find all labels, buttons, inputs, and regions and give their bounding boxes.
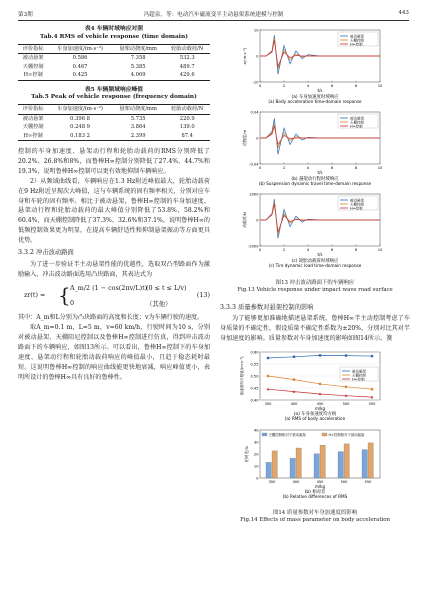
table-cell: 5.735 [130, 115, 146, 122]
x-tick-label: 8 [354, 248, 358, 252]
equation-brace: { [58, 283, 71, 308]
bar [266, 462, 271, 478]
y-tick-label: 10 [253, 464, 259, 469]
subfigure-caption-en: (c) Tire dynamic load time-domain response [268, 263, 362, 268]
x-tick-label: 8 [354, 84, 358, 88]
table5-title-cn: 表5 车辆频域响应峰值 [84, 86, 144, 93]
table4-title-en: Tab.4 RMS of vehicle response (time domain) [40, 33, 188, 40]
legend-label: 被动悬架 [350, 198, 364, 203]
data-point [293, 378, 296, 381]
table-row [18, 63, 210, 72]
table-cell: 5.385 [130, 63, 146, 70]
y-tick-label: -0.04 [249, 162, 259, 167]
table4 [18, 44, 210, 81]
x-axis-label: t/s [317, 170, 323, 175]
table-cell: 489.7 [179, 63, 195, 70]
y-tick-label: 10 [253, 28, 259, 33]
running-title: 冯超泉，等：电动汽车磁流变半主动悬架系统建模与控制 [143, 12, 284, 18]
y-axis-label: 加速度均方根值/(m·s⁻²) [240, 356, 244, 396]
subfigure-caption-en: (a) RMS of body acceleration [284, 415, 346, 421]
table-cell: 7.358 [130, 55, 146, 62]
x-tick-label: 500 [342, 401, 350, 406]
table5-header: 悬架动挠度/mm [112, 105, 165, 115]
table-cell: 3.864 [130, 124, 146, 131]
equation-lhs: zr(t) = [24, 291, 46, 300]
page-number: 443 [398, 10, 409, 16]
table-cell: 0.467 [72, 63, 88, 70]
bar [314, 454, 319, 478]
table-row [18, 114, 210, 123]
section-heading: 3.3.2 冲击波动路面 [18, 248, 74, 256]
x-tick-label: 4 [306, 84, 310, 88]
equation-case2: 0 [70, 299, 75, 308]
body-paragraph: 其中：A_m和L分别为凸块路面的高度和长度；v为车辆行驶的速度。 [18, 314, 204, 322]
table-cell: 0.396 8 [70, 115, 90, 122]
y-tick-label: 30 [253, 440, 259, 445]
table4-header: 评价指标 [18, 44, 48, 54]
body-paragraph: 2）从频域曲线看，车辆响应在1.3 Hz附近峰值最大，轮胎动载荷在9 Hz附近呈现次大峰值，这与车辆系统的固有频率相关，分别对应车身和车轮的固有频率。相比于被动悬架，鲁棒H∞控制的车身加速度、悬架动行程和轮胎动载荷的最大峰值分别降低了53.8%、58.2%和60.4%，而天棚控制降低了37.3%、32.6%和37.1%，说明鲁棒H∞的低频控制效果更为明显，在提高车辆舒适性和抑制悬架振动等方面更具优势。 [18, 177, 210, 244]
y-tick-label: 20 [253, 452, 259, 457]
equation-cond1: (0 ≤ t ≤ L/v) [146, 284, 187, 293]
x-tick-label: 550 [368, 401, 376, 406]
x-tick-label: 450 [316, 479, 324, 484]
x-tick-label: 0 [258, 166, 262, 170]
figure13-caption-en: Fig.13 Vehicle response under impact wave road surface [237, 287, 393, 294]
x-tick-label: 10 [377, 166, 383, 170]
legend-label: 天棚控制 [350, 38, 364, 43]
subfigure-caption-cn: (b) 悬架动行程时域响应 [291, 177, 339, 182]
table-cell: 0.248 9 [70, 124, 90, 131]
table-cell: 532.3 [179, 55, 195, 62]
bar [368, 443, 373, 478]
subfigure-caption-en: (b) Relative differences of RMS [282, 493, 348, 499]
x-tick-label: 350 [264, 401, 272, 406]
legend-label: H∞控制 [350, 42, 363, 47]
x-tick-label: 500 [340, 479, 348, 484]
y-tick-label: 40 [253, 428, 259, 433]
figure14-caption-cn: 图14 质量参数对车身加速度的影响 [272, 509, 358, 516]
y-tick-label: 0 [256, 136, 259, 141]
table-cell: 0.425 [48, 71, 112, 80]
legend-label: 天棚控制 [350, 202, 364, 207]
subfigure-caption-cn: (c) 轮胎动载荷时域响应 [291, 259, 339, 264]
figure-13 [220, 26, 410, 276]
y-axis-label: 动挠度/m [242, 129, 247, 147]
x-tick-label: 4 [306, 248, 310, 252]
table-row [18, 123, 210, 132]
data-point [319, 354, 321, 356]
figure14-caption-en: Fig.14 Effects of mass parameter on body acceleration [240, 517, 390, 524]
table-cell: 87.4 [164, 132, 210, 141]
subfigure-caption-cn: (a) 车身加速度均方根 [293, 411, 337, 417]
table-row [18, 132, 210, 141]
y-tick-label: 0.60 [250, 350, 259, 355]
x-tick-label: 550 [364, 479, 372, 484]
table-cell: 2.399 [112, 132, 165, 141]
x-tick-label: 0 [258, 248, 262, 252]
table4-header: 轮胎动载荷/N [164, 44, 210, 54]
table-row [18, 54, 210, 63]
table-row [18, 71, 210, 80]
x-tick-label: 6 [330, 248, 334, 252]
table-cell: 139.0 [179, 124, 195, 131]
subfigure-caption-cn: (a) 车身加速度时域响应 [291, 95, 339, 100]
y-tick-label: 0.40 [250, 398, 259, 403]
x-tick-label: 400 [290, 401, 298, 406]
bar [338, 452, 343, 478]
x-tick-label: 6 [330, 166, 334, 170]
body-paragraph: 取A_m=0.1 m，L=5 m，v=60 km/h，行驶时间为10 s，分别对被动悬架、天棚阻尼控制以及鲁棒H∞控制进行仿真，得到冲击波动路面下的车辆响应，如图13所示。可以看出，鲁棒H∞控制下的车身加速度、悬架动行程和轮胎动载荷响应的峰值最小，且趋于稳态耗时最短。这说明鲁棒H∞控制的响应曲线能更快地衰减，响应峰值更小，表明所设计的鲁棒H∞具有良好的鲁棒性。 [18, 324, 210, 381]
table-cell: 4.069 [112, 71, 165, 80]
x-tick-label: 2 [282, 84, 286, 88]
body-paragraph: 控制的车身加速度、悬架动行程和轮胎动载荷的RMS分别降低了20.2%、26.8%和8%，而鲁棒H∞控制分别降低了27.4%、44.7%和19.3%，说明鲁棒H∞控制可以更有效地抑制车辆响应。 [18, 148, 210, 175]
x-tick-label: 450 [316, 401, 324, 406]
y-tick-label: -2000 [248, 244, 259, 249]
bar [290, 458, 295, 478]
table-cell: 0.586 [72, 55, 88, 62]
right-column [220, 26, 410, 525]
table-cell: 被动悬架 [22, 55, 44, 62]
subfigure-caption-en: (a) Body acceleration time-domain response [268, 99, 362, 104]
y-tick-label: 0 [256, 54, 259, 59]
table-cell: 被动悬架 [22, 115, 44, 122]
y-tick-label: 0 [256, 476, 259, 481]
equation-cond2: （其他） [146, 300, 172, 309]
data-point [267, 375, 270, 378]
data-point [293, 356, 295, 358]
table-cell: 0.183 2 [48, 132, 112, 141]
x-tick-label: 10 [377, 248, 383, 252]
y-tick-label: 0.45 [250, 386, 259, 391]
y-tick-label: 0.55 [250, 362, 259, 367]
table5-header: 车身加速度/(m·s⁻²) [48, 105, 112, 115]
running-header [18, 8, 409, 21]
x-axis-label: t/s [317, 88, 323, 93]
x-tick-label: 8 [354, 166, 358, 170]
data-point [267, 357, 269, 359]
bar [296, 448, 301, 478]
x-tick-label: 4 [306, 166, 310, 170]
y-tick-label: -10 [252, 80, 259, 85]
y-axis-label: 动载荷/N [242, 212, 247, 228]
x-axis-label: t/s [317, 252, 323, 257]
x-tick-label: 2 [282, 248, 286, 252]
x-tick-label: 2 [282, 166, 286, 170]
body-paragraph: 为了进一步验证半主动悬架性能的优越性，选取双凸型路面作为激励输入，冲击波动路面选用凸块路面，其表达式为 [18, 260, 210, 278]
left-column [18, 26, 210, 382]
legend-swatch [262, 433, 267, 436]
bar [272, 451, 277, 478]
body-paragraph: 为了能够更加准确地描述悬架系统，鲁棒H∞半主动控制考虑了车身质量的不确定性，假设质量不确定性系数为±20%，分别对比其对半身加速度的影响。质量参数对车身加速度的影响如图14所示。簧 [220, 315, 410, 343]
equation-number: (13) [196, 291, 210, 300]
bar [344, 444, 349, 478]
x-tick-label: 10 [377, 84, 383, 88]
x-tick-label: 350 [268, 479, 276, 484]
y-tick-label: 0 [256, 218, 259, 223]
data-point [371, 355, 373, 357]
figure-14 [220, 348, 410, 506]
legend-label: H∞控制 [350, 124, 363, 129]
y-tick-label: 0.04 [250, 110, 259, 115]
table4-header: 悬架动挠度/mm [112, 44, 165, 54]
equation-13 [18, 281, 210, 311]
x-tick-label: 0 [258, 84, 262, 88]
legend-label: 天棚控制 [350, 120, 364, 125]
y-axis-label: 相对差/% [244, 445, 249, 463]
x-tick-label: 6 [330, 84, 334, 88]
legend-label: H∞控制 [350, 206, 363, 211]
legend-label: 被动悬架 [350, 34, 364, 39]
legend-label: H∞控制 [352, 377, 365, 382]
data-point [371, 388, 374, 391]
table5-header: 评价指标 [18, 105, 48, 115]
legend-label: 被动悬架 [350, 116, 364, 121]
legend-label: H∞控制相对于被动悬架 [328, 432, 365, 437]
table5-title-en: Tab.5 Peak of vehicle response (frequency domain) [31, 94, 197, 101]
y-tick-label: 0.50 [250, 374, 259, 379]
y-axis-label: a/(m·s⁻²) [242, 47, 247, 65]
section-heading: 3.3.3 质量参数对悬架控制的影响 [220, 303, 314, 311]
table-cell: H∞控制 [18, 132, 48, 141]
data-point [319, 383, 322, 386]
data-point [345, 385, 348, 388]
legend-swatch [322, 433, 327, 436]
table-cell: 220.9 [179, 115, 195, 122]
x-axis-label: m/kg [314, 405, 326, 411]
issue-label: 第3期 [18, 12, 33, 18]
table5-header: 轮胎动载荷/N [164, 105, 210, 115]
table-cell: 天棚控制 [22, 124, 44, 131]
series-line [260, 126, 380, 144]
legend-label: 天棚控制相对于被动悬架 [268, 432, 306, 437]
table-cell: H∞控制 [18, 71, 48, 80]
y-tick-label: 2000 [249, 192, 259, 197]
legend-label: 天棚控制 [352, 373, 366, 378]
table-cell: 429.6 [164, 71, 210, 80]
legend-label: 被动悬架 [352, 369, 366, 374]
x-axis-label: m/kg [314, 483, 326, 489]
x-tick-label: 400 [292, 479, 300, 484]
bar [362, 450, 367, 478]
table5 [18, 104, 210, 141]
table-cell: 天棚控制 [22, 63, 44, 70]
figure13-caption-cn: 图13 冲击波动路面下的车辆响应 [275, 280, 355, 286]
subfigure-caption-en: (b) Suspension dynamic travel time-domain response [258, 181, 372, 186]
data-point [345, 354, 347, 356]
table4-title-cn: 表4 车辆时域响应对照 [84, 26, 144, 32]
subfigure-caption-cn: (b) 相对差 [304, 489, 326, 495]
equation-case1: A_m/2 (1 − cos(2πv/L)t) [70, 284, 148, 293]
bar [320, 445, 325, 478]
table4-header: 车身加速度/(m·s⁻²) [48, 44, 112, 54]
